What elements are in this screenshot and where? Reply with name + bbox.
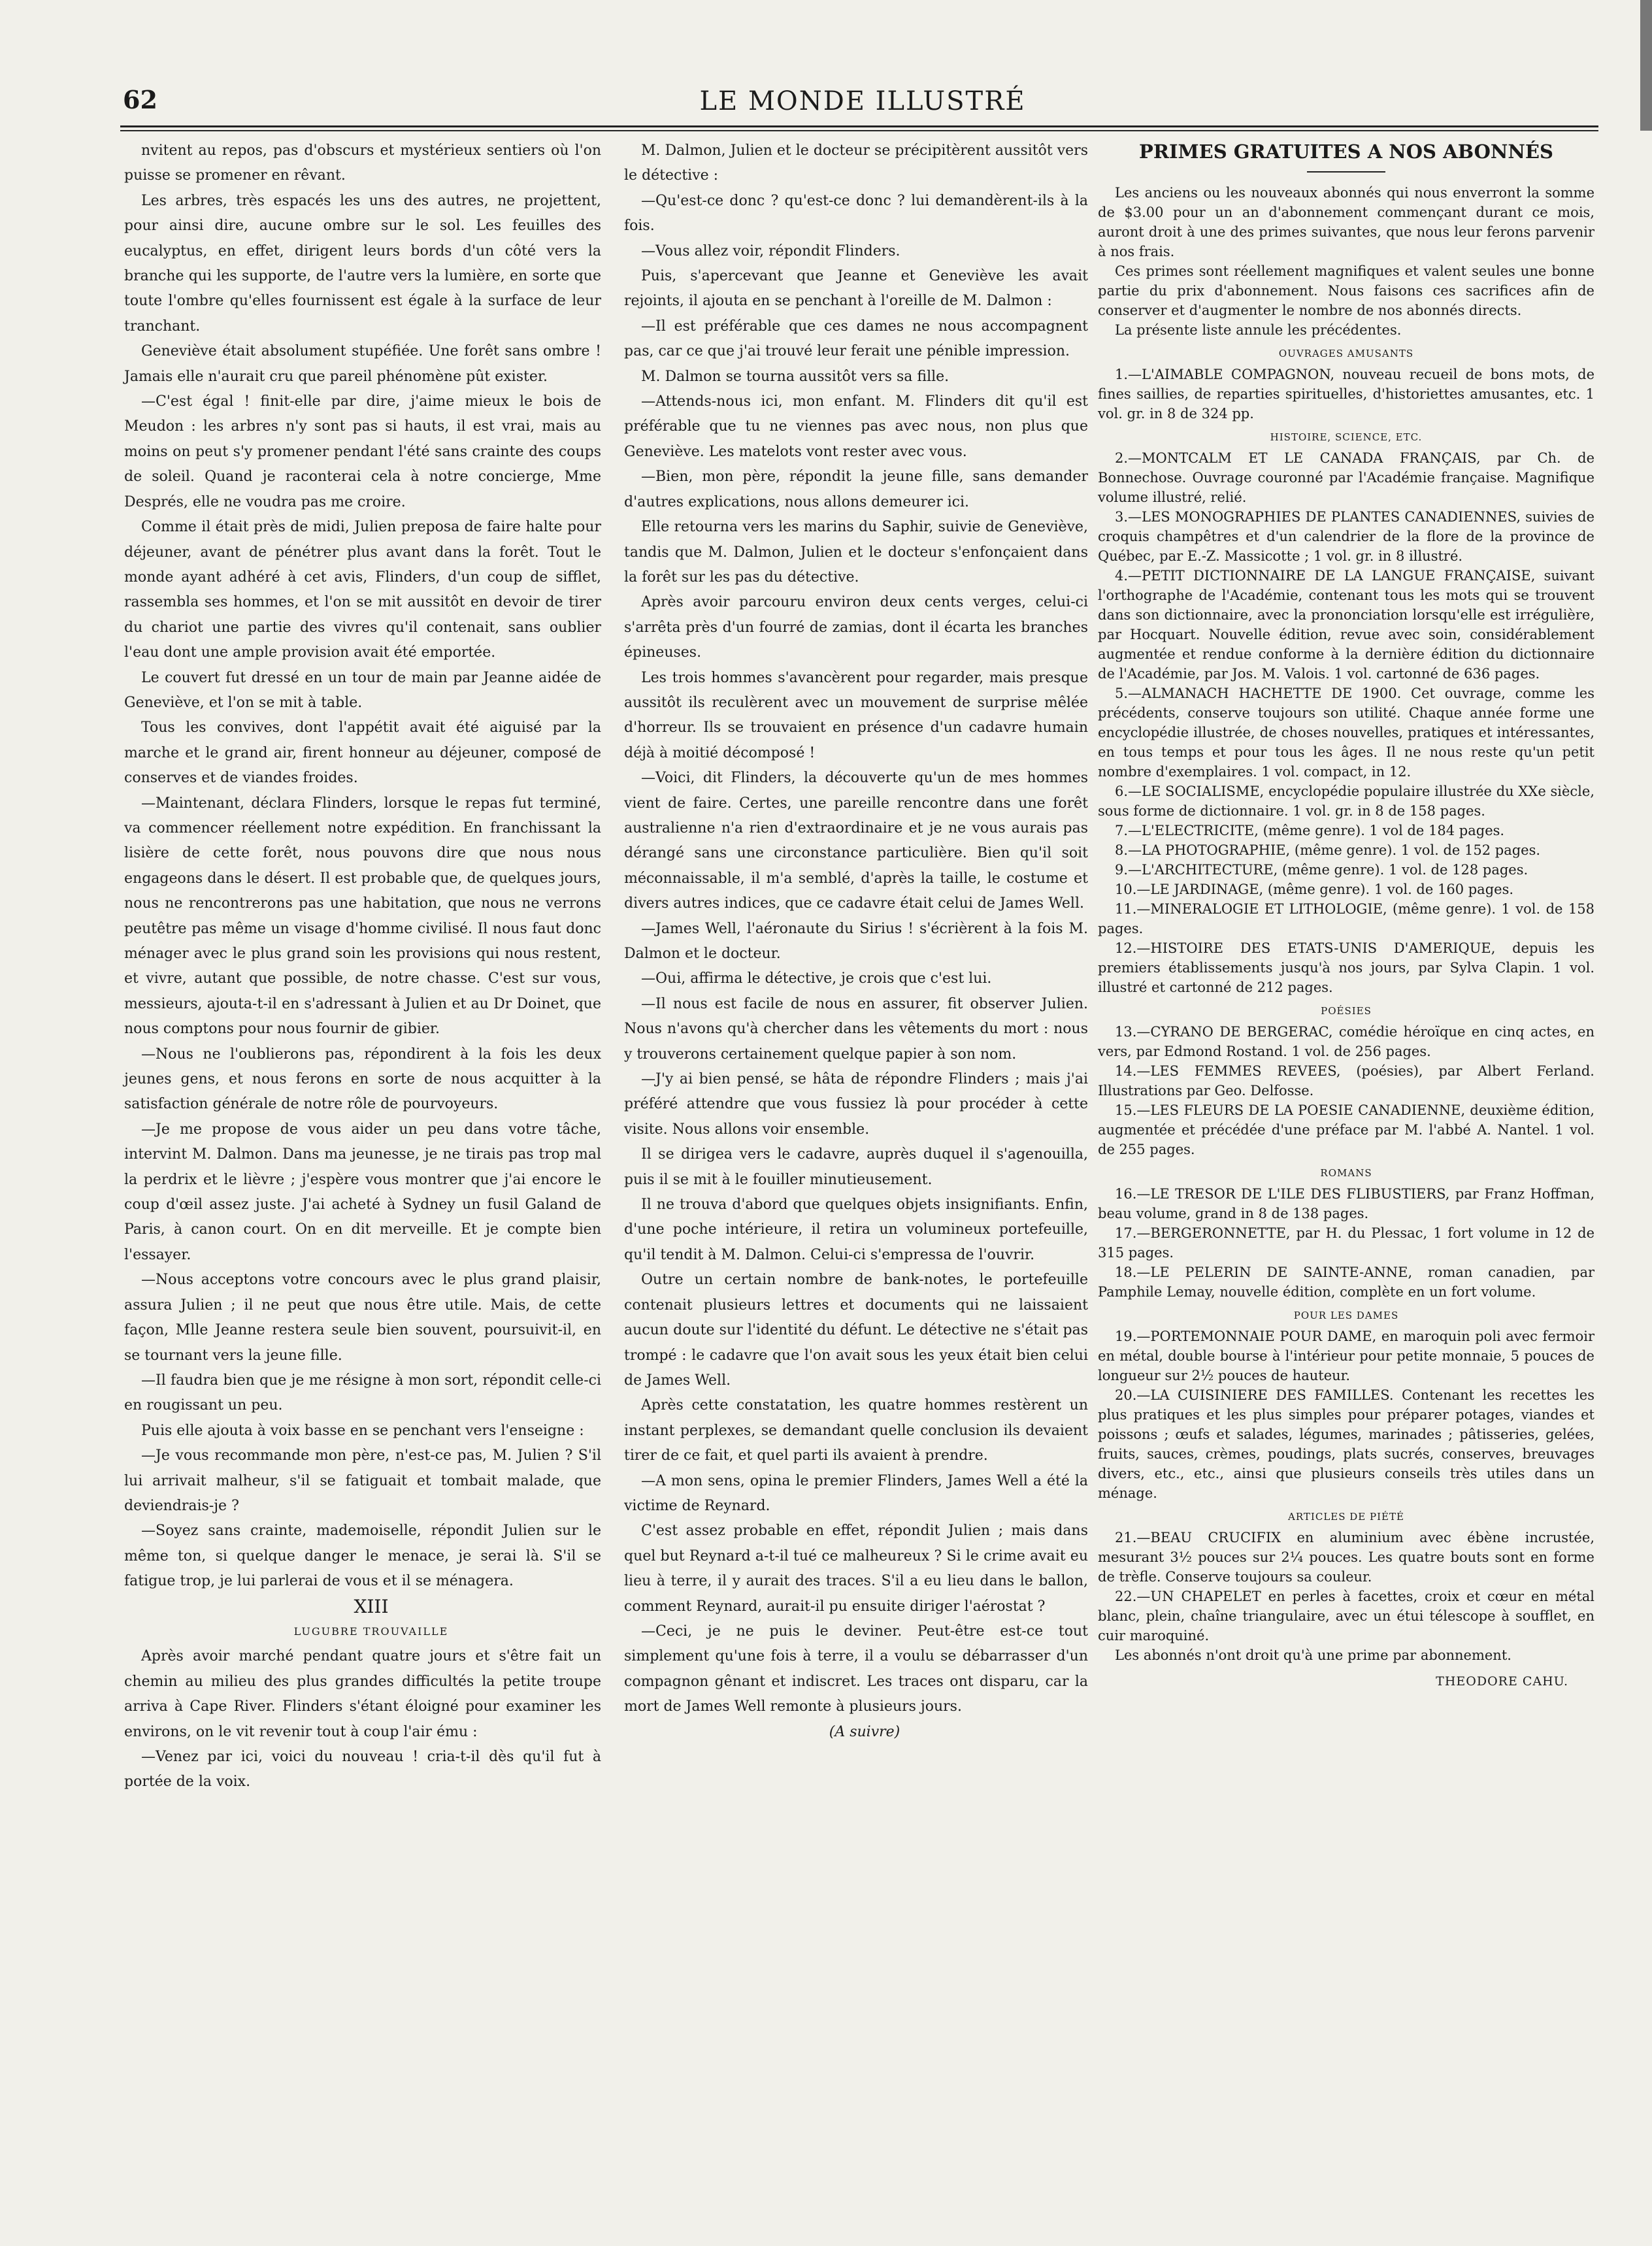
paragraph: C'est assez probable en effet, répondit Julien ; mais dans quel but Reynard a-t-il tué ce malheureux ? Si le crime avait eu lieu à terre, il y aurait des traces. S'il a eu lieu dans le ballon, comment Reynard, aurait-il pu ensuite diriger l'aérostat ? — [624, 1523, 1088, 1615]
premium-item: 6.—LE SOCIALISME, encyclopédie populaire illustrée du XXe siècle, sous forme de dictionnaire. 1 vol. gr. in 8 de 158 pages. — [1098, 784, 1594, 819]
page-edge-shadow — [1640, 0, 1652, 131]
paragraph: —James Well, l'aéronaute du Sirius ! s'écrièrent à la fois M. Dalmon et le docteur. — [624, 920, 1088, 962]
premium-item: 9.—L'ARCHITECTURE, (même genre). 1 vol. de 128 pages. — [1115, 862, 1528, 878]
paragraph: Geneviève était absolument stupéfiée. Une forêt sans ombre ! Jamais elle n'aurait cru que pareil phénomène pût exister. — [124, 343, 601, 385]
paragraph: nvitent au repos, pas d'obscurs et mystérieux sentiers où l'on puisse se promener en rêvant. — [124, 142, 601, 184]
journal-title: LE MONDE ILLUSTRÉ — [699, 86, 1026, 116]
section-heading: OUVRAGES AMUSANTS — [1278, 348, 1414, 359]
chapter-paragraphs — [124, 1644, 601, 1794]
story-paragraphs — [124, 139, 601, 1594]
premium-item: 11.—MINERALOGIE ET LITHOLOGIE, (même genre). 1 vol. de 158 pages. — [1098, 901, 1594, 936]
paragraph: Après cette constatation, les quatre hommes restèrent un instant perplexes, se demandant quelle conclusion ils devaient tirer de ce fait, et quel parti ils avaient à prendre. — [624, 1397, 1088, 1464]
paragraph: —Nous ne l'oublierons pas, répondirent à la fois les deux jeunes gens, et nous ferons en sorte de nous acquitter à la satisfaction générale de notre rôle de pourvoyeurs. — [124, 1046, 601, 1113]
section-heading: ARTICLES DE PIÉTÉ — [1288, 1511, 1404, 1523]
premium-item: 10.—LE JARDINAGE, (même genre). 1 vol. de 160 pages. — [1115, 882, 1514, 897]
premium-item: 4.—PETIT DICTIONNAIRE DE LA LANGUE FRANÇAISE, suivant l'orthographe de l'Académie, contenant tous les mots qui se trouvent dans son dictionnaire, avec la prononciation lorsqu'elle est irrégulière, par Hocquart. Nouvelle édition, revue avec soin, considérablement augmentée et rendue conforme à la dernière édition du dictionnaire de l'Académie, par Jos. M. Valois. 1 vol. cartonné de 636 pages. — [1098, 568, 1594, 682]
paragraph: —Voici, dit Flinders, la découverte qu'un de mes hommes vient de faire. Certes, une pareille rencontre dans une forêt australienne n'a rien d'extraordinaire et je ne vous aurais pas dérangé sans une circonstance particulière. Bien qu'il soit méconnaissable, il m'a semblé, d'après la taille, le costume et divers autres indices, que ce cadavre était celui de James Well. — [624, 770, 1088, 912]
premium-item: 20.—LA CUISINIERE DES FAMILLES. Contenant les recettes les plus pratiques et les plus simples pour préparer potages, viandes et poissons ; œufs et salades, légumes, marinades ; pâtisseries, gelées, fruits, sauces, crèmes, poudings, plats sucrés, conserves, breuvages divers, etc., etc., ainsi que plusieurs conseils très utiles dans un ménage. — [1098, 1387, 1594, 1501]
premium-item: 5.—ALMANACH HACHETTE DE 1900. Cet ouvrage, comme les précédents, conserve toujours son utilité. Chaque année forme une encyclopédie illustrée, de choses nouvelles, pratiques et intéressantes, en tous temps et pour tous les âges. Il ne nous reste qu'un petit nombre d'exemplaires. 1 vol. compact, in 12. — [1098, 685, 1594, 780]
paragraph: —A mon sens, opina le premier Flinders, James Well a été la victime de Reynard. — [624, 1472, 1088, 1514]
paragraph: —Maintenant, déclara Flinders, lorsque le repas fut terminé, va commencer réellement notre expédition. En franchissant la lisière de cette forêt, nous pouvons dire que nous nous engageons dans le désert. Il est probable que, de quelques jours, nous ne rencontrerons pas une habitation, que nous ne verrons peutêtre pas même un visage d'homme civilisé. Il nous faut donc ménager avec le plus grand soin les provisions qui nous restent, et vivre, autant que possible, de notre chasse. C'est sur vous, messieurs, ajouta-t-il en s'adressant à Julien et au Dr Doinet, que nous comptons pour nous fournir de gibier. — [124, 795, 601, 1038]
story-column-left — [124, 139, 601, 1795]
intro-paragraph: Les anciens ou les nouveaux abonnés qui nous enverront la somme de $3.00 pour un an d'abonnement commençant durant ce mois, auront droit à une des primes suivantes, que nous leur ferons parvenir à nos frais. — [1098, 185, 1594, 259]
story-column-middle — [624, 139, 1088, 1745]
paragraph: —C'est égal ! finit-elle par dire, j'aime mieux le bois de Meudon : les arbres n'y sont pas si hauts, il est vrai, mais au moins on peut s'y promener pendant l'été sans crainte des coups de soleil. Quand je raconterai cela à notre concierge, Mme Després, elle ne voudra pas me croire. — [124, 393, 601, 510]
paragraph: M. Dalmon, Julien et le docteur se précipitèrent aussitôt vers le détective : — [624, 142, 1088, 184]
page-number: 62 — [123, 85, 157, 114]
premium-item: 12.—HISTOIRE DES ETATS-UNIS D'AMERIQUE, depuis les premiers établissements jusqu'à nos jours, par Sylva Clapin. 1 vol. illustré et cartonné de 212 pages. — [1098, 940, 1594, 995]
paragraph: Elle retourna vers les marins du Saphir, suivie de Geneviève, tandis que M. Dalmon, Julien et le docteur s'enfonçaient dans la forêt sur les pas du détective. — [624, 519, 1088, 586]
premiums-title: PRIMES GRATUITES A NOS ABONNÉS — [1139, 140, 1553, 163]
paragraph: —Il faudra bien que je me résigne à mon sort, répondit celle-ci en rougissant un peu. — [124, 1372, 601, 1414]
paragraph: Après avoir marché pendant quatre jours et s'être fait un chemin au milieu des plus grandes difficultés la petite troupe arriva à Cape River. Flinders s'étant éloigné pour examiner les environs, on le vit revenir tout à coup l'air ému : — [124, 1648, 601, 1740]
premium-item: 22.—UN CHAPELET en perles à facettes, croix et cœur en métal blanc, plein, chaîne triangulaire, avec un étui télescope à soufflet, en cuir maroquiné. — [1098, 1589, 1594, 1643]
premiums-intro — [1098, 183, 1594, 340]
section-heading: POÉSIES — [1321, 1005, 1372, 1017]
paragraph: Tous les convives, dont l'appétit avait été aiguisé par la marche et le grand air, firent honneur au déjeuner, composé de conserves et de viandes froides. — [124, 719, 601, 787]
paragraph: Il se dirigea vers le cadavre, auprès duquel il s'agenouilla, puis il se mit à le fouiller minutieusement. — [624, 1146, 1088, 1188]
premiums-note: Les abonnés n'ont droit qu'à une prime par abonnement. — [1115, 1647, 1512, 1663]
premiums-list — [1098, 344, 1594, 1645]
paragraph: —Il nous est facile de nous en assurer, fit observer Julien. Nous n'avons qu'à chercher dans les vêtements du mort : nous y trouverons certainement quelque papier à son nom. — [624, 995, 1088, 1063]
section-heading: HISTOIRE, SCIENCE, ETC. — [1270, 431, 1423, 443]
premiums-column — [1098, 139, 1594, 1691]
premium-item: 19.—PORTEMONNAIE POUR DAME, en maroquin poli avec fermoir en métal, double bourse à l'intérieur pour petite monnaie, 5 pouces de longueur sur 2½ pouces de hauteur. — [1098, 1329, 1594, 1383]
premium-item: 7.—L'ELECTRICITE, (même genre). 1 vol de 184 pages. — [1115, 823, 1505, 838]
header-rule — [120, 125, 1598, 127]
premium-item: 18.—LE PELERIN DE SAINTE-ANNE, roman canadien, par Pamphile Lemay, nouvelle édition, complète en un fort volume. — [1098, 1264, 1594, 1300]
paragraph: —Soyez sans crainte, mademoiselle, répondit Julien sur le même ton, si quelque danger le menace, je serai là. S'il se fatigue trop, je lui parlerai de vous et il se ménagera. — [124, 1523, 601, 1590]
story-paragraphs — [624, 139, 1088, 1720]
intro-paragraph: Ces primes sont réellement magnifiques et valent seules une bonne partie du prix d'abonnement. Nous faisons ces sacrifices afin de conserver et d'augmenter le nombre de nos abonnés directs. — [1098, 263, 1594, 318]
paragraph: Après avoir parcouru environ deux cents verges, celui-ci s'arrêta près d'un fourré de zamias, dont il écarta les branches épineuses. — [624, 594, 1088, 661]
paragraph: —Oui, affirma le détective, je crois que c'est lui. — [641, 970, 992, 987]
to-be-continued: (A suivre) — [829, 1723, 900, 1740]
paragraph: —Venez par ici, voici du nouveau ! cria-t-il dès qu'il fut à portée de la voix. — [124, 1749, 601, 1791]
paragraph: —Bien, mon père, répondit la jeune fille, sans demander d'autres explications, nous allons demeurer ici. — [624, 469, 1088, 510]
paragraph: —Attends-nous ici, mon enfant. M. Flinders dit qu'il est préférable que tu ne viennes pas avec nous, non plus que Geneviève. Les matelots vont rester avec vous. — [624, 393, 1088, 460]
chapter-title: LUGUBRE TROUVAILLE — [293, 1625, 449, 1638]
paragraph: —Qu'est-ce donc ? qu'est-ce donc ? lui demandèrent-ils à la fois. — [624, 192, 1088, 235]
paragraph: —Je me propose de vous aider un peu dans votre tâche, intervint M. Dalmon. Dans ma jeunesse, je ne tirais pas trop mal la perdrix et le lièvre ; j'espère vous montrer que j'ai encore le coup d'œil assez juste. J'ai acheté à Sydney un fusil Galand de Paris, à canon court. On en dit merveille. Et je compte bien l'essayer. — [124, 1121, 601, 1263]
premium-item: 21.—BEAU CRUCIFIX en aluminium avec ébène incrustée, mesurant 3½ pouces sur 2¼ pouces. Les quatre bouts sont en forme de trèfle. Conserve toujours sa couleur. — [1098, 1530, 1594, 1585]
paragraph: Puis elle ajouta à voix basse en se penchant vers l'enseigne : — [141, 1422, 584, 1439]
chapter-number: XIII — [354, 1595, 389, 1617]
paragraph: Le couvert fut dressé en un tour de main par Jeanne aidée de Geneviève, et l'on se mit à table. — [124, 669, 601, 711]
premium-item: 1.—L'AIMABLE COMPAGNON, nouveau recueil de bons mots, de fines saillies, de reparties spirituelles, d'historiettes amusantes, etc. 1 vol. gr. in 8 de 324 pp. — [1098, 367, 1594, 421]
paragraph: M. Dalmon se tourna aussitôt vers sa fille. — [641, 368, 950, 385]
paragraph: Comme il était près de midi, Julien preposa de faire halte pour déjeuner, avant de pénétrer plus avant dans la forêt. Tout le monde ayant adhéré à cet avis, Flinders, d'un coup de sifflet, rassembla ses hommes, et l'on se mit aussitôt en devoir de tirer du chariot une partie des vivres qu'il contenait, sans oublier l'eau dont une ample provision avait été emportée. — [124, 519, 601, 661]
paragraph: —Ceci, je ne puis le deviner. Peut-être est-ce tout simplement qu'une fois à terre, il a voulu se débarrasser d'un compagnon gênant et indiscret. Les traces ont disparu, car la mort de James Well remonte à plusieurs jours. — [624, 1623, 1088, 1715]
paragraph: —Vous allez voir, répondit Flinders. — [641, 242, 900, 259]
paragraph: Les trois hommes s'avancèrent pour regarder, mais presque aussitôt ils reculèrent avec un mouvement de surprise mêlée d'horreur. Ils se trouvaient en présence d'un cadavre humain déjà à moitié décomposé ! — [624, 669, 1088, 761]
premium-item: 15.—LES FLEURS DE LA POESIE CANADIENNE, deuxième édition, augmentée et précédée d'une préface par M. l'abbé A. Nantel. 1 vol. de 255 pages. — [1098, 1102, 1594, 1157]
section-heading: ROMANS — [1320, 1167, 1372, 1179]
premium-item: 2.—MONTCALM ET LE CANADA FRANÇAIS, par Ch. de Bonnechose. Ouvrage couronné par l'Académie française. Magnifique volume illustré, relié. — [1098, 450, 1594, 505]
paragraph: Les arbres, très espacés les uns des autres, ne projettent, pour ainsi dire, aucune ombre sur le sol. Les feuilles des eucalyptus, en effet, dirigent leurs bords d'un côté vers la branche qui les supporte, de l'autre vers la lumière, en sorte que toute l'ombre qu'elles fournissent est égale à la surface de leur tranchant. — [124, 192, 601, 335]
premium-item: 17.—BERGERONNETTE, par H. du Plessac, 1 fort volume in 12 de 315 pages. — [1098, 1225, 1594, 1261]
paragraph: —Il est préférable que ces dames ne nous accompagnent pas, car ce que j'ai trouvé leur ferait une pénible impression. — [624, 318, 1088, 360]
paragraph: —Nous acceptons votre concours avec le plus grand plaisir, assura Julien ; il ne peut que nous être utile. Mais, de cette façon, Mlle Jeanne restera seule bien souvent, poursuivit-il, en se tournant vers la jeune fille. — [124, 1272, 601, 1364]
paragraph: Il ne trouva d'abord que quelques objets insignifiants. Enfin, d'une poche intérieure, il retira un volumineux portefeuille, qu'il tendit à M. Dalmon. Celui-ci s'empressa de l'ouvrir. — [624, 1197, 1088, 1263]
premium-item: 8.—LA PHOTOGRAPHIE, (même genre). 1 vol. de 152 pages. — [1115, 842, 1541, 858]
premium-item: 16.—LE TRESOR DE L'ILE DES FLIBUSTIERS, par Franz Hoffman, beau volume, grand in 8 de 138 pages. — [1098, 1186, 1594, 1221]
premium-item: 13.—CYRANO DE BERGERAC, comédie héroïque en cinq actes, en vers, par Edmond Rostand. 1 vol. de 256 pages. — [1098, 1024, 1594, 1059]
paragraph: —J'y ai bien pensé, se hâta de répondre Flinders ; mais j'ai préféré attendre que vous fussiez là pour procéder à cette visite. Nous allons voir ensemble. — [624, 1071, 1088, 1138]
paragraph: —Je vous recommande mon père, n'est-ce pas, M. Julien ? S'il lui arrivait malheur, s'il se fatiguait et tombait malade, que deviendrais-je ? — [124, 1447, 601, 1514]
intro-paragraph: La présente liste annule les précédentes. — [1115, 322, 1402, 338]
author-signature: THEODORE CAHU. — [1436, 1674, 1568, 1689]
header-rule-thin — [120, 130, 1598, 131]
title-rule — [1307, 171, 1385, 173]
paragraph: Outre un certain nombre de bank-notes, le portefeuille contenait plusieurs lettres et documents qui ne laissaient aucun doute sur l'identité du défunt. Le détective ne s'était pas trompé : le cadavre que l'on avait sous les yeux était bien celui de James Well. — [624, 1272, 1088, 1389]
section-heading: POUR LES DAMES — [1293, 1310, 1399, 1321]
premium-item: 3.—LES MONOGRAPHIES DE PLANTES CANADIENNES, suivies de croquis champêtres et d'un calendrier de la flore de la province de Québec, par E.-Z. Massicotte ; 1 vol. gr. in 8 illustré. — [1098, 509, 1594, 564]
premium-item: 14.—LES FEMMES REVEES, (poésies), par Albert Ferland. Illustrations par Geo. Delfosse. — [1098, 1063, 1594, 1098]
paragraph: Puis, s'apercevant que Jeanne et Geneviève les avait rejoints, il ajouta en se penchant à l'oreille de M. Dalmon : — [624, 268, 1088, 310]
